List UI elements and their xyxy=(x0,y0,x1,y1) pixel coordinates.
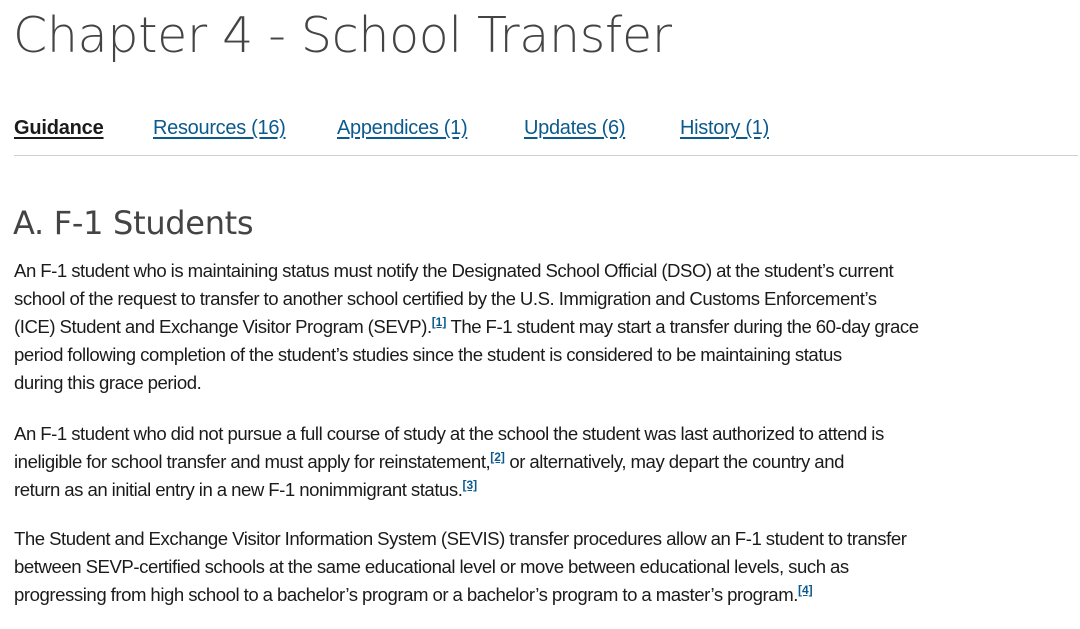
paragraph-line xyxy=(14,581,1080,609)
paragraph-text: The F-1 student may start a transfer during the 60-day grace xyxy=(446,316,919,337)
tab-appendices[interactable]: Appendices (1) xyxy=(337,117,468,139)
tab-updates[interactable]: Updates (6) xyxy=(524,117,626,139)
paragraph-line xyxy=(14,476,1080,504)
paragraph-line: An F-1 student who is maintaining status must notify the Designated School Official (DSO) at the student’s current xyxy=(14,260,894,281)
section-heading: A. F-1 Students xyxy=(13,204,254,242)
paragraph-text: progressing from high school to a bachelor’s program or a bachelor’s program to a master’s program. xyxy=(14,584,798,605)
footnote-link-3[interactable]: [3] xyxy=(462,478,478,492)
paragraph-line xyxy=(14,313,1080,341)
paragraph-line: during this grace period. xyxy=(14,372,202,393)
paragraph-text: or alternatively, may depart the country and xyxy=(504,451,844,472)
paragraph-line xyxy=(14,448,1080,476)
footnote-link-1[interactable]: [1] xyxy=(431,315,447,329)
paragraph-3 xyxy=(14,525,1080,609)
paragraph-line: between SEVP-certified schools at the same educational level or move between educational levels, such as xyxy=(14,556,849,577)
tab-guidance[interactable]: Guidance xyxy=(14,117,104,139)
paragraph-line: period following completion of the student’s studies since the student is considered to be maintaining status xyxy=(14,344,842,365)
paragraph-text: (ICE) Student and Exchange Visitor Program (SEVP). xyxy=(14,316,432,337)
tab-bar xyxy=(14,114,1078,142)
tab-history[interactable]: History (1) xyxy=(680,117,769,139)
paragraph-text: ineligible for school transfer and must apply for reinstatement, xyxy=(14,451,491,472)
tab-resources[interactable]: Resources (16) xyxy=(153,117,286,139)
paragraph-text: return as an initial entry in a new F-1 nonimmigrant status. xyxy=(14,479,463,500)
paragraph-1 xyxy=(14,257,1080,397)
paragraph-line: An F-1 student who did not pursue a full course of study at the school the student was last authorized to attend is xyxy=(14,423,884,444)
paragraph-line: The Student and Exchange Visitor Information System (SEVIS) transfer procedures allow an F-1 student to transfer xyxy=(14,528,907,549)
page-title: Chapter 4 - School Transfer xyxy=(13,7,672,64)
footnote-link-2[interactable]: [2] xyxy=(490,450,505,464)
footnote-link-4[interactable]: [4] xyxy=(797,583,813,597)
paragraph-line: school of the request to transfer to another school certified by the U.S. Immigration and Customs Enforcement’s xyxy=(14,288,877,309)
paragraph-2 xyxy=(14,420,1080,504)
tab-divider xyxy=(14,155,1078,156)
